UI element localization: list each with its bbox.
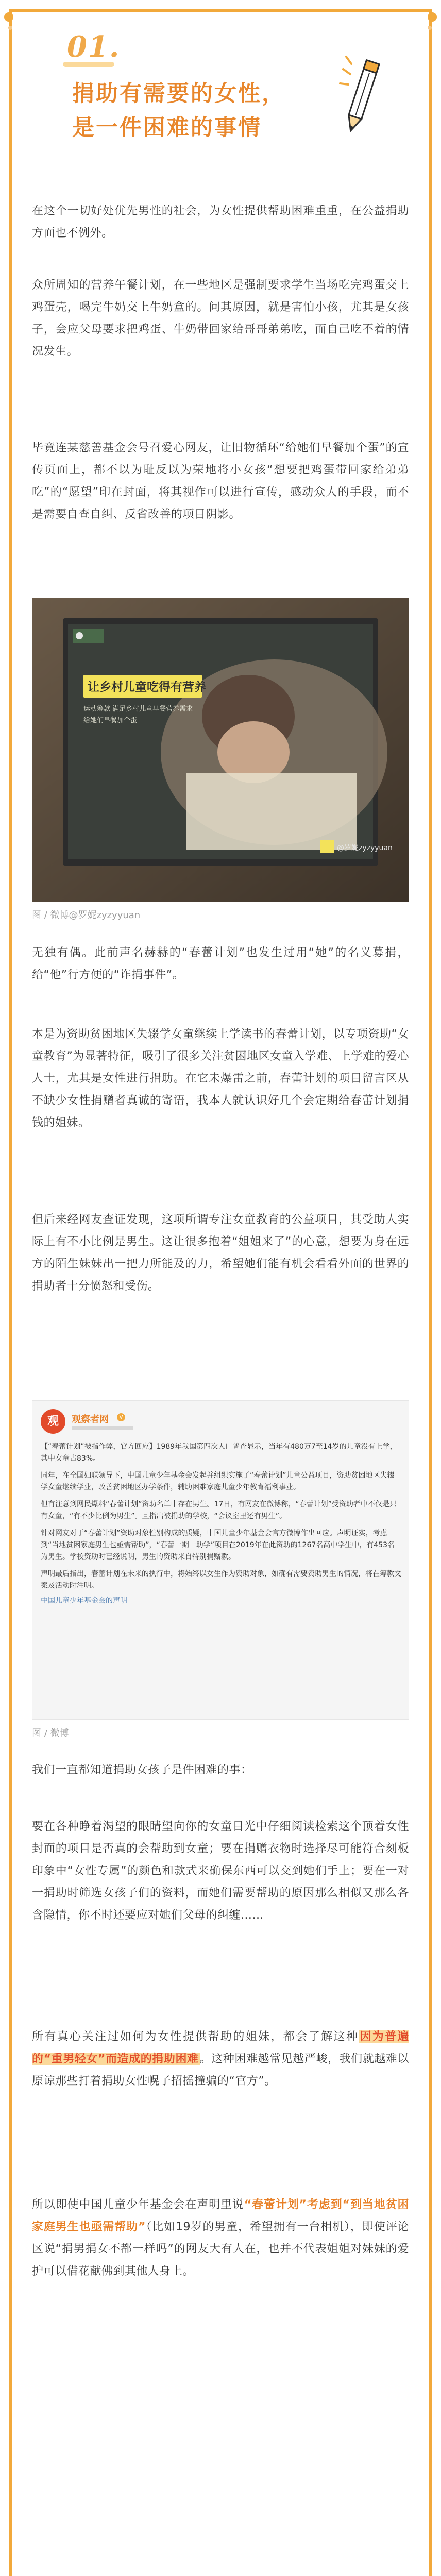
poster-photo xyxy=(32,598,409,902)
paragraph-10-part-c: （比如19岁的男童，希望拥有一台相机），即使评论区说“捐男捐女不都一样吗”的网友大有人在，也并不代表姐姐对妹妹的爱护可以借花献佛到其他人身上。 xyxy=(32,2221,409,2278)
poster-sub1: 运动筹款 满足乡村儿童早餐营养需求 xyxy=(83,705,193,713)
account-avatar: 观 xyxy=(41,1409,65,1434)
weibo-post-text-6: 中国儿童少年基金会的声明 xyxy=(41,1597,127,1605)
paragraph-3: 毕竟连某慈善基金会号召爱心网友，让旧物循环“给她们早餐加个蛋”的宣传页面上，都不以为耻反以为荣地将小女孩“想要把鸡蛋带回家给弟弟吃”的“愿望”印在封面，将其视作可以进行宣传，感动众人的手段，而不是需要自查自纠、反省改善的项目阴影。 xyxy=(32,442,409,521)
paragraph-9-highlight: 因为普遍的“重男轻女”而造成的捐助困难 xyxy=(32,2030,409,2065)
weibo-screenshot xyxy=(32,1400,409,1720)
paragraph-8: 要在各种睁着渴望的眼睛望向你的女童目光中仔细阅读检索这个顶着女性封面的项目是否真的会帮助到女童；要在捐赠衣物时选择尽可能符合刻板印象中“女性专属”的颜色和款式来确保东西可以交到她们手上；要在一对一捐助时筛选女孩子们的资料，而她们需要帮助的原因那么相似又那么各含隐情，你不时还要应对她们父母的纠缠…… xyxy=(32,1820,409,1922)
weibo-post-body xyxy=(41,1441,401,1607)
article-title-line2: 是一件困难的事情 xyxy=(72,115,262,141)
paragraph-9 xyxy=(32,2026,409,2092)
pencil-icon xyxy=(335,52,392,139)
weibo-post-text-1: 【“春蕾计划”被指作弊，官方回应】1989年我国第四次人口普查显示，当年有480万7至14岁的儿童没有上学，其中女童占83%。 xyxy=(41,1443,397,1463)
paragraph-5: 本是为资助贫困地区失辍学女童继续上学读书的春蕾计划，以专项资助“女童教育”为显著特征，吸引了很多关注贫困地区女童入学难、上学难的爱心人士，尤其是女性进行捐助。在它未爆雷之前，春蕾计划的项目留言区从不缺少女性捐赠者真诚的寄语，我本人就认识好几个会定期给春蕾计划捐钱的姐妹。 xyxy=(32,1028,409,1129)
paragraph-7: 我们一直都知道捐助女孩子是件困难的事： xyxy=(32,1764,252,1776)
image1-caption: 图 / 微博@罗妮zyzyyuan xyxy=(32,910,141,921)
paragraph-6: 但后来经网友查证发现，这项所谓专注女童教育的公益项目，其受助人实际上有不小比例是男生。这让很多抱着“姐姐来了”的心意，想要为身在远方的陌生妹妹出一把力所能及的力，希望她们能有机会看看外面的世界的捐助者十分愤怒和受伤。 xyxy=(32,1213,409,1293)
paragraph-10-highlight: “春蕾计划”考虑到“到当地贫困家庭男生也亟需帮助” xyxy=(32,2198,409,2233)
paragraph-4: 无独有偶。此前声名赫赫的“春蕾计划”也发生过用“她”的名义募捐，给“他”行方便的“诈捐事件”。 xyxy=(32,946,409,981)
verified-badge: V xyxy=(117,1413,125,1421)
weibo-post-text-3: 但有注意到网民爆料“春蕾计划”资助名单中存在男生。17日，有网友在微博称，“春蕾计划”受资助者中不仅是只有女童，“有不少比例为男生”。且指出被捐助的学校，“会议室里还有男生”。 xyxy=(41,1500,397,1520)
paragraph-1: 在这个一切好处优先男性的社会，为女性提供帮助困难重重，在公益捐助方面也不例外。 xyxy=(32,205,409,240)
weibo-post-text-2: 同年，在全国妇联领导下，中国儿童少年基金会发起并组织实施了“春蕾计划”儿童公益项目，资助贫困地区失辍学女童继续学业，改善贫困地区办学条件，辅助困难家庭儿童少年教育福利事业。 xyxy=(41,1471,395,1492)
post-meta-bar xyxy=(72,1426,133,1430)
weibo-post-text-5: 声明最后指出，春蕾计划在未来的执行中，将始终以女生作为资助对象，如确有需要资助男生的情况，将在筹款文案及活动时注明。 xyxy=(41,1570,401,1590)
paragraph-10-part-a: 所以即使中国儿童少年基金会在声明里说 xyxy=(32,2198,244,2211)
poster-photo-svg xyxy=(32,598,409,902)
account-name: 观察者网 xyxy=(72,1414,109,1425)
poster-headline: 让乡村儿童吃得有营养 xyxy=(88,681,206,694)
section-number: 01. xyxy=(67,30,121,64)
poster-sub2: 给她们早餐加个蛋 xyxy=(83,717,138,724)
paragraph-2: 众所周知的营养午餐计划，在一些地区是强制要求学生当场吃完鸡蛋交上鸡蛋壳，喝完牛奶交上牛奶盒的。问其原因，就是害怕小孩，尤其是女孩子，会应父母要求把鸡蛋、牛奶带回家给哥哥弟弟吃，而自己吃不着的情况发生。 xyxy=(32,279,409,358)
image2-caption: 图 / 微博 xyxy=(32,1728,69,1739)
weibo-post-text-4: 针对网友对于“春蕾计划”资助对象性别构成的质疑，中国儿童少年基金会官方微博作出回应。声明证实，考虑到“当地贫困家庭男生也亟需帮助”，“春蕾一期一助学”项目在2019年在此资助的1267名高中学生中，有453名为男生。学校资助时已经说明，男生的资助来自特别捐赠款。 xyxy=(41,1529,395,1561)
article-title-line1: 捐助有需要的女性， xyxy=(72,81,285,107)
article-header xyxy=(0,0,441,175)
paragraph-9-part-c: 。这种困难越常见越严峻，我们就越难以原谅那些打着捐助女性幌子招摇撞骗的“官方”。 xyxy=(32,2053,409,2088)
paragraph-10 xyxy=(32,2194,409,2282)
paragraph-9-part-a: 所有真心关注过如何为女性提供帮助的姐妹，都会了解这种 xyxy=(32,2030,359,2043)
poster-watermark: @罗妮zyzyyuan xyxy=(337,844,393,852)
